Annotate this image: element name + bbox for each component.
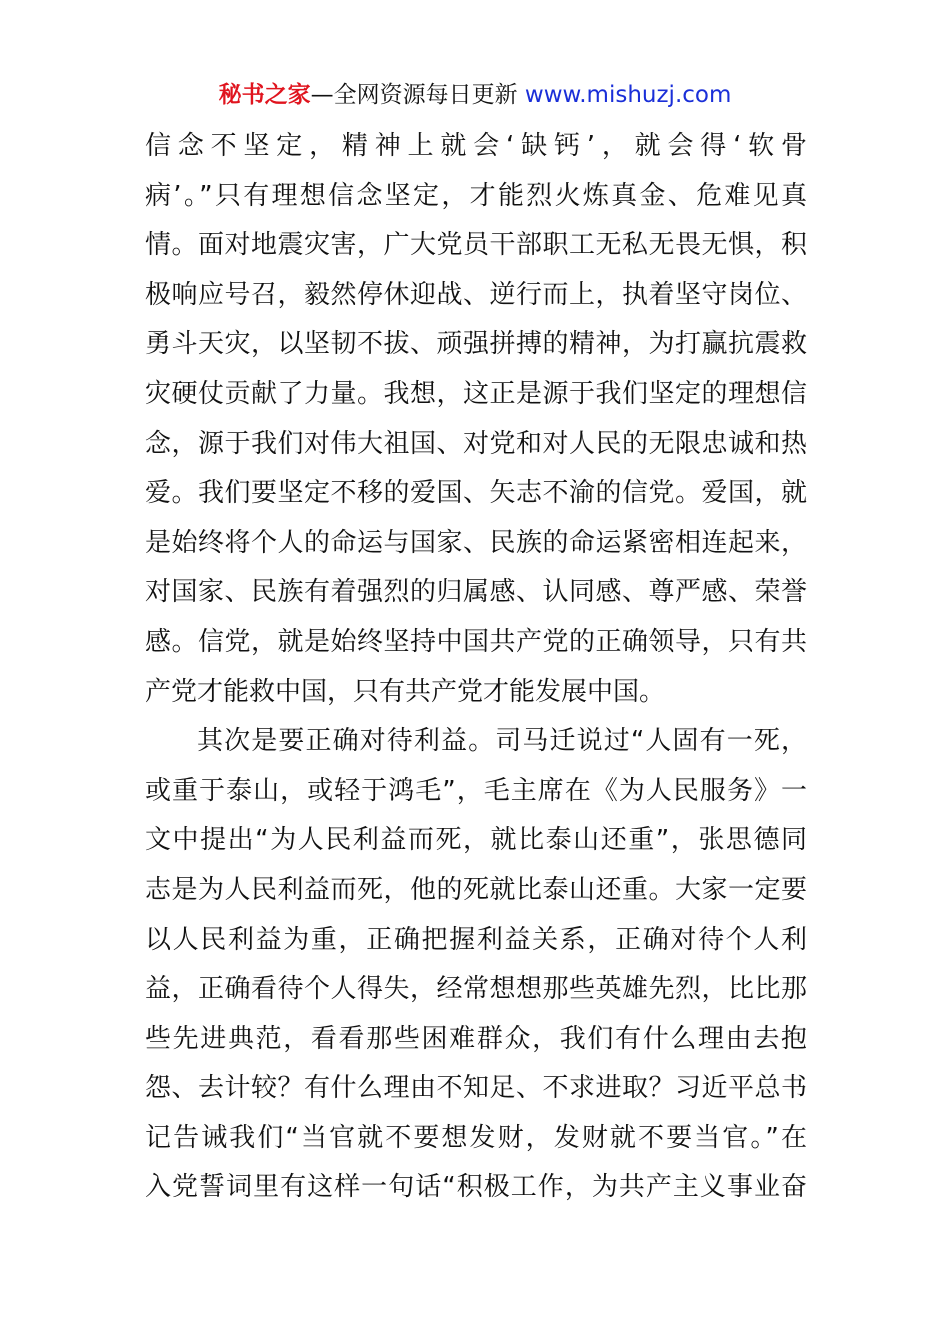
text-line: 些先进典范，看看那些困难群众，我们有什么理由去抱 <box>145 1023 807 1054</box>
text-line: 益，正确看待个人得失，经常想想那些英雄先烈，比比那 <box>145 974 807 1005</box>
text-line: 爱。我们要坚定不移的爱国、矢志不渝的信党。爱国，就 <box>145 478 807 509</box>
text-line: 信念不坚定，精神上就会‘缺钙’，就会得‘软骨 <box>145 131 807 161</box>
text-line: 怨、去计较？有什么理由不知足、不求进取？习近平总书 <box>145 1073 807 1104</box>
text-line: 极响应号召，毅然停休迎战、逆行而上，执着坚守岗位、 <box>145 279 807 310</box>
text-line: 入党誓词里有这样一句话“积极工作，为共产主义事业奋 <box>145 1172 807 1203</box>
document-body <box>145 122 807 1213</box>
text-line: 念，源于我们对伟大祖国、对党和对人民的无限忠诚和热 <box>145 428 807 459</box>
text-line: 灾硬仗贡献了力量。我想，这正是源于我们坚定的理想信 <box>145 378 807 409</box>
text-line: 志是为人民利益而死，他的死就比泰山还重。大家一定要 <box>145 874 807 905</box>
text-line: 文中提出“为人民利益而死，就比泰山还重”，张思德同 <box>145 825 807 856</box>
text-line: 是始终将个人的命运与国家、民族的命运紧密相连起来， <box>145 527 807 558</box>
site-url: www.mishuzj.com <box>524 82 732 108</box>
text-line: 以人民利益为重，正确把握利益关系，正确对待个人利 <box>145 924 807 955</box>
text-line: 情。面对地震灾害，广大党员干部职工无私无畏无惧，积 <box>145 230 807 261</box>
paragraph-end-line: 产党才能救中国，只有共产党才能发展中国。 <box>145 676 666 707</box>
text-line: 或重于泰山，或轻于鸿毛”，毛主席在《为人民服务》一 <box>145 775 807 806</box>
page-header <box>0 80 950 110</box>
text-line: 对国家、民族有着强烈的归属感、认同感、尊严感、荣誉 <box>145 577 807 608</box>
brand-name: 秘书之家 <box>218 82 311 108</box>
text-line: 感。信党，就是始终坚持中国共产党的正确领导，只有共 <box>145 626 807 657</box>
header-tagline: —全网资源每日更新 <box>310 82 525 108</box>
text-line: 勇斗天灾，以坚韧不拔、顽强拼搏的精神，为打赢抗震救 <box>145 329 807 360</box>
text-line: 病’。”只有理想信念坚定，才能烈火炼真金、危难见真 <box>145 180 807 211</box>
text-line: 记告诫我们“当官就不要想发财，发财就不要当官。”在 <box>145 1122 807 1153</box>
paragraph-first-line: 其次是要正确对待利益。司马迁说过“人固有一死， <box>197 726 807 757</box>
